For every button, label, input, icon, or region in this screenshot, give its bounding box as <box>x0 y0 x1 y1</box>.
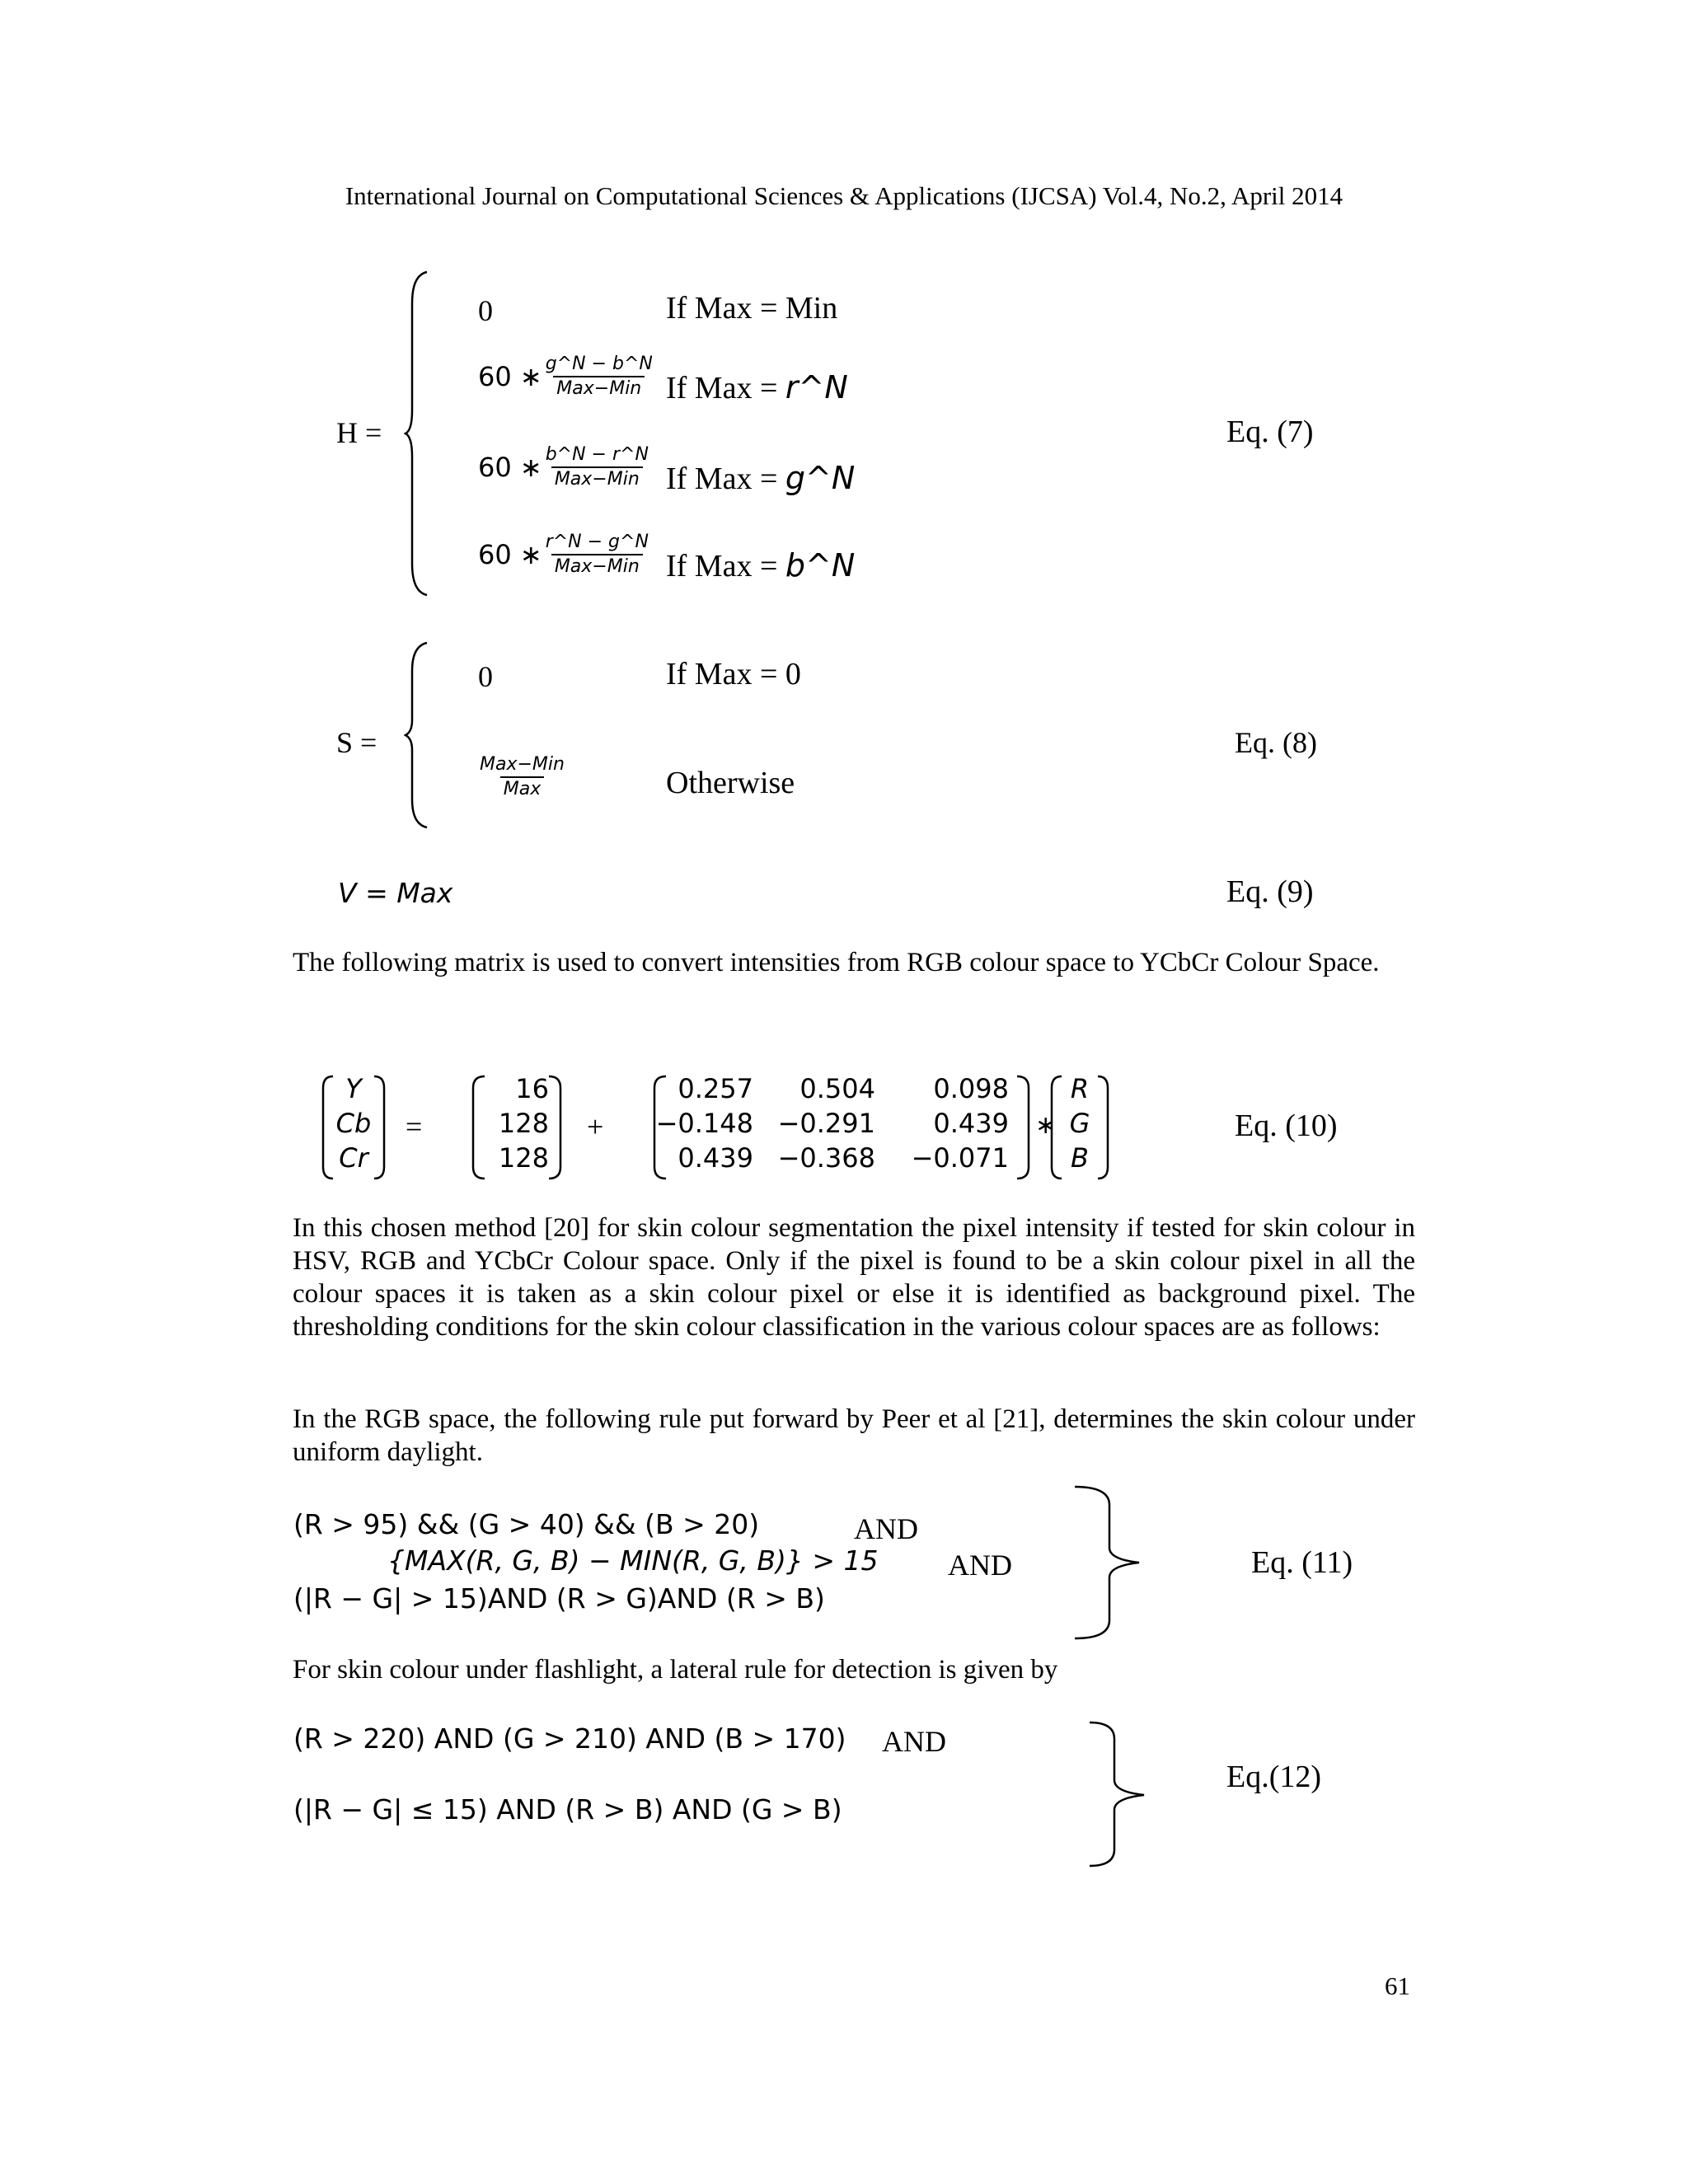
eq10-equals: = <box>406 1110 423 1143</box>
eq10-offset-y: 16 <box>515 1073 549 1104</box>
matrix-cell-2-1: −0.148 <box>655 1108 753 1139</box>
eq7-case2-coef: 60 ∗ <box>478 361 542 392</box>
eq10-offset-vector <box>470 1073 564 1182</box>
eq9-label: Eq. (9) <box>1226 874 1314 909</box>
eq7-case3-numerator: b^N − r^N <box>545 444 649 465</box>
matrix-cell-1-2: 0.504 <box>799 1073 875 1104</box>
eq8-case2-fraction <box>476 753 568 801</box>
eq7-case2-fraction <box>542 353 656 401</box>
eq10-b: B <box>1071 1142 1089 1174</box>
eq12-label: Eq.(12) <box>1226 1760 1322 1794</box>
eq7-case3-denominator: Max−Min <box>551 466 643 491</box>
matrix-cell-3-3: −0.071 <box>911 1142 1009 1174</box>
eq8-lhs: S = <box>336 726 377 759</box>
eq11-label: Eq. (11) <box>1251 1545 1353 1580</box>
eq8-left-brace <box>404 641 437 829</box>
eq9-expression: V = Max <box>338 877 453 909</box>
eq10-rgb-vector <box>1048 1073 1111 1182</box>
eq11-line2: {MAX(R, G, B) − MIN(R, G, B)} > 15 <box>387 1544 879 1577</box>
eq8-label: Eq. (8) <box>1235 726 1317 759</box>
eq10-offset-cb: 128 <box>498 1108 549 1139</box>
paragraph-rgb-rule: In the RGB space, the following rule put forward by Peer et al [21], determines the skin colour under uniform daylight. <box>293 1404 1415 1467</box>
eq10-coefficient-matrix <box>651 1073 1032 1182</box>
eq11-line3: (|R − G| > 15)AND (R > G)AND (R > B) <box>293 1582 825 1615</box>
paragraph-matrix-intro: The following matrix is used to convert intensities from RGB colour space to YCbCr Colour Space. <box>293 948 1380 977</box>
eq7-label: Eq. (7) <box>1226 415 1314 449</box>
eq7-case4-coef: 60 ∗ <box>478 539 542 570</box>
eq8-case2-condition: Otherwise <box>666 766 795 800</box>
eq7-case3-condition-text: If Max = <box>666 462 785 496</box>
paragraph-method: In this chosen method [20] for skin colour segmentation the pixel intensity if tested for skin colour in HSV, RGB and YCbCr Colour space. Only if the pixel is found to be a skin colour pixel in all the colour spaces it is taken as a skin colour pixel or else it is identified as background pixel. The thresholding conditions for the skin colour classification in the various colour spaces are as follows: <box>293 1213 1415 1342</box>
eq7-case3-coef: 60 ∗ <box>478 452 542 483</box>
matrix-cell-2-3: 0.439 <box>933 1108 1009 1139</box>
eq12-right-brace <box>1086 1719 1152 1869</box>
eq8-case2-expression <box>476 753 568 801</box>
eq11-line1: (R > 95) && (G > 40) && (B > 20) <box>293 1508 760 1540</box>
matrix-cell-3-1: 0.439 <box>678 1142 753 1174</box>
matrix-cell-1-3: 0.098 <box>933 1073 1009 1104</box>
eq10-label: Eq. (10) <box>1235 1108 1338 1143</box>
eq7-case4-condition-var: b^N <box>785 547 856 583</box>
eq7-case2-condition-var: r^N <box>785 369 848 405</box>
eq11-right-brace <box>1071 1483 1146 1642</box>
eq7-left-brace <box>404 270 437 597</box>
eq12-line2: (|R − G| ≤ 15) AND (R > B) AND (G > B) <box>293 1793 842 1825</box>
eq10-cr: Cr <box>339 1142 368 1174</box>
eq7-case2-expression <box>478 353 656 401</box>
eq7-case2-condition <box>666 369 848 406</box>
eq12-line1: (R > 220) AND (G > 210) AND (B > 170) <box>293 1722 846 1755</box>
eq11-and2: AND <box>948 1549 1012 1582</box>
eq7-case4-denominator: Max−Min <box>551 554 643 579</box>
eq10-times: ∗ <box>1035 1111 1057 1140</box>
matrix-cell-2-2: −0.291 <box>777 1108 875 1139</box>
eq8-case2-denominator: Max <box>500 776 544 801</box>
eq7-case1-value: 0 <box>478 294 493 327</box>
eq7-case4-numerator: r^N − g^N <box>545 532 649 552</box>
eq7-case3-condition <box>666 460 855 497</box>
eq7-case3-condition-var: g^N <box>785 460 856 496</box>
eq7-case2-numerator: g^N − b^N <box>545 354 653 374</box>
eq10-plus: + <box>587 1110 604 1143</box>
matrix-cell-1-1: 0.257 <box>678 1073 753 1104</box>
eq7-case4-expression <box>478 531 652 579</box>
running-header: International Journal on Computational Sciences & Applications (IJCSA) Vol.4, No.2, April 2014 <box>345 181 1343 210</box>
eq10-r: R <box>1070 1073 1090 1104</box>
eq10-cb: Cb <box>335 1108 372 1139</box>
eq8-case1-condition: If Max = 0 <box>666 657 801 691</box>
eq7-case3-expression <box>478 443 652 491</box>
eq10-y: Y <box>345 1073 362 1104</box>
eq7-lhs: H = <box>336 416 382 449</box>
eq7-case4-condition <box>666 547 855 584</box>
eq8-case1-value: 0 <box>478 660 493 693</box>
page-number: 61 <box>1385 1971 1410 2000</box>
matrix-cell-3-2: −0.368 <box>777 1142 875 1174</box>
eq8-case2-numerator: Max−Min <box>480 754 565 775</box>
eq7-case2-denominator: Max−Min <box>553 376 645 401</box>
eq7-case3-fraction <box>542 443 652 491</box>
eq10-g: G <box>1069 1108 1090 1139</box>
eq12-and1: AND <box>882 1725 946 1758</box>
eq7-case4-fraction <box>542 531 652 579</box>
eq7-case1-condition: If Max = Min <box>666 291 838 326</box>
eq10-ycbcr-vector <box>320 1073 387 1182</box>
eq7-case4-condition-text: If Max = <box>666 549 785 583</box>
eq10-offset-cr: 128 <box>498 1142 549 1174</box>
eq11-and1: AND <box>854 1512 918 1545</box>
eq7-case2-condition-text: If Max = <box>666 371 785 405</box>
paragraph-flashlight: For skin colour under flashlight, a lateral rule for detection is given by <box>293 1655 1058 1685</box>
